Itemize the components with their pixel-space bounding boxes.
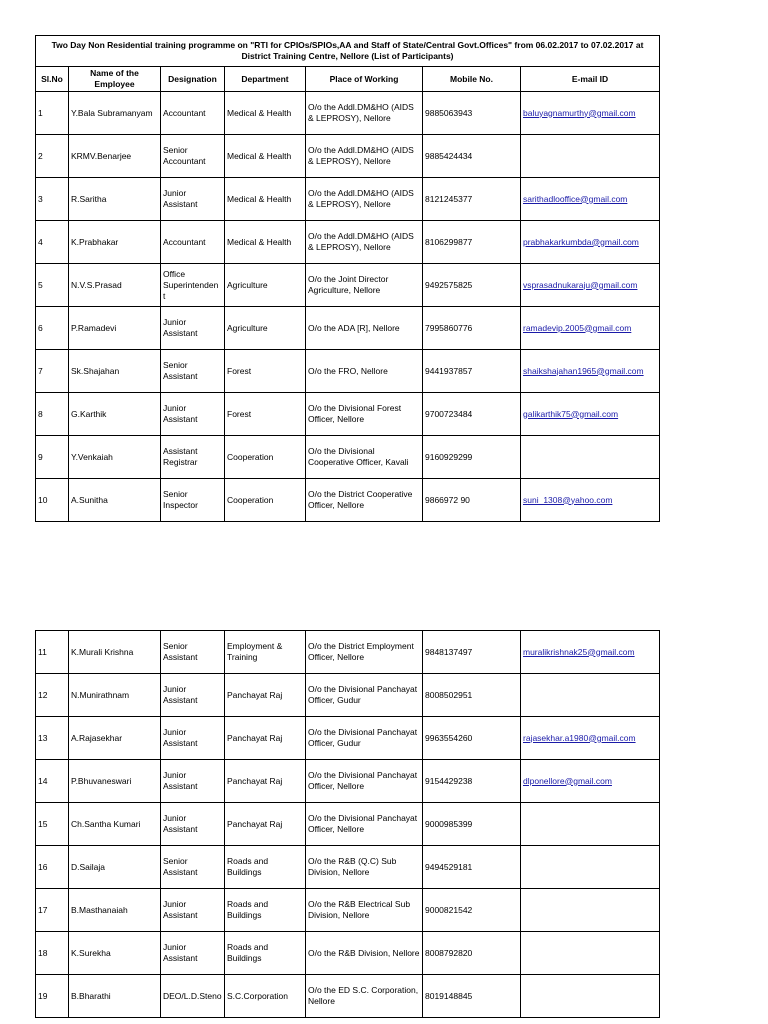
cell-mobile: 8106299877 [423, 221, 521, 264]
cell-slno: 19 [36, 975, 69, 1018]
cell-department: Roads and Buildings [225, 889, 306, 932]
cell-slno: 12 [36, 674, 69, 717]
cell-name: A.Rajasekhar [69, 717, 161, 760]
email-link[interactable]: baluyagnamurthy@gmail.com [523, 107, 636, 118]
cell-slno: 18 [36, 932, 69, 975]
participants-table-part-2 [35, 630, 660, 1018]
cell-email [521, 307, 660, 350]
cell-designation: Office Superintenden t [161, 264, 225, 307]
table-row [36, 975, 660, 1018]
cell-department: Agriculture [225, 264, 306, 307]
cell-department: Forest [225, 350, 306, 393]
cell-email [521, 264, 660, 307]
cell-slno: 14 [36, 760, 69, 803]
cell-slno: 13 [36, 717, 69, 760]
cell-designation: Senior Inspector [161, 479, 225, 522]
cell-place: O/o the Addl.DM&HO (AIDS & LEPROSY), Nellore [306, 92, 423, 135]
header-department: Department [225, 67, 306, 92]
cell-slno: 17 [36, 889, 69, 932]
cell-slno: 11 [36, 631, 69, 674]
table-row [36, 479, 660, 522]
cell-name: KRMV.Benarjee [69, 135, 161, 178]
cell-place: O/o the ED S.C. Corporation, Nellore [306, 975, 423, 1018]
cell-mobile: 9000985399 [423, 803, 521, 846]
cell-name: N.V.S.Prasad [69, 264, 161, 307]
cell-mobile: 9492575825 [423, 264, 521, 307]
cell-name: Y.Venkaiah [69, 436, 161, 479]
header-email: E-mail ID [521, 67, 660, 92]
cell-place: O/o the Divisional Panchayat Officer, Gudur [306, 674, 423, 717]
cell-place: O/o the District Cooperative Officer, Nellore [306, 479, 423, 522]
cell-place: O/o the Divisional Forest Officer, Nellore [306, 393, 423, 436]
cell-email [521, 178, 660, 221]
table-row [36, 307, 660, 350]
cell-department: Employment & Training [225, 631, 306, 674]
cell-name: Sk.Shajahan [69, 350, 161, 393]
table-row [36, 350, 660, 393]
cell-place: O/o the Addl.DM&HO (AIDS & LEPROSY), Nellore [306, 178, 423, 221]
cell-slno: 3 [36, 178, 69, 221]
header-place: Place of Working [306, 67, 423, 92]
cell-email [521, 717, 660, 760]
cell-slno: 15 [36, 803, 69, 846]
email-link[interactable]: muralikrishnak25@gmail.com [523, 646, 635, 657]
cell-place: O/o the Addl.DM&HO (AIDS & LEPROSY), Nellore [306, 135, 423, 178]
cell-designation: Junior Assistant [161, 717, 225, 760]
cell-department: Cooperation [225, 479, 306, 522]
cell-name: R.Saritha [69, 178, 161, 221]
cell-mobile: 9885063943 [423, 92, 521, 135]
email-link[interactable]: prabhakarkumbda@gmail.com [523, 236, 639, 247]
cell-department: Roads and Buildings [225, 932, 306, 975]
cell-department: S.C.Corporation [225, 975, 306, 1018]
cell-slno: 7 [36, 350, 69, 393]
cell-email [521, 92, 660, 135]
header-row [36, 67, 660, 92]
cell-mobile: 9160929299 [423, 436, 521, 479]
table-row [36, 631, 660, 674]
cell-name: D.Sailaja [69, 846, 161, 889]
table-row [36, 674, 660, 717]
cell-email [521, 631, 660, 674]
email-link[interactable]: dlponellore@gmail.com [523, 775, 612, 786]
cell-name: A.Sunitha [69, 479, 161, 522]
cell-email [521, 760, 660, 803]
cell-place: O/o the ADA [R], Nellore [306, 307, 423, 350]
cell-name: K.Surekha [69, 932, 161, 975]
cell-designation: Accountant [161, 221, 225, 264]
cell-place: O/o the R&B Division, Nellore [306, 932, 423, 975]
cell-slno: 9 [36, 436, 69, 479]
cell-name: P.Ramadevi [69, 307, 161, 350]
cell-mobile: 9963554260 [423, 717, 521, 760]
table-row [36, 889, 660, 932]
table-row [36, 92, 660, 135]
cell-name: G.Karthik [69, 393, 161, 436]
header-slno: Sl.No [36, 67, 69, 92]
table-row [36, 846, 660, 889]
document-title: Two Day Non Residential training programme on "RTI for CPIOs/SPIOs,AA and Staff of State/Central Govt.Offices" from 06.02.2017 to 07.02.2017 at District Training Centre, Nellore (List of Participants) [36, 36, 660, 67]
cell-email [521, 803, 660, 846]
cell-department: Cooperation [225, 436, 306, 479]
cell-department: Panchayat Raj [225, 760, 306, 803]
cell-place: O/o the Divisional Cooperative Officer, Kavali [306, 436, 423, 479]
cell-email [521, 479, 660, 522]
cell-designation: Junior Assistant [161, 932, 225, 975]
participants-table-part-1 [35, 35, 660, 522]
cell-slno: 2 [36, 135, 69, 178]
cell-designation: Assistant Registrar [161, 436, 225, 479]
cell-email [521, 221, 660, 264]
cell-designation: Senior Assistant [161, 846, 225, 889]
cell-designation: DEO/L.D.Steno [161, 975, 225, 1018]
cell-department: Roads and Buildings [225, 846, 306, 889]
cell-mobile: 8008792820 [423, 932, 521, 975]
header-designation: Designation [161, 67, 225, 92]
cell-department: Medical & Health [225, 178, 306, 221]
cell-department: Panchayat Raj [225, 674, 306, 717]
email-link[interactable]: sarithadlooffice@gmail.com [523, 193, 628, 204]
email-link[interactable]: suni_1308@yahoo.com [523, 494, 613, 505]
cell-mobile: 9441937857 [423, 350, 521, 393]
cell-department: Agriculture [225, 307, 306, 350]
cell-name: P.Bhuvaneswari [69, 760, 161, 803]
cell-place: O/o the FRO, Nellore [306, 350, 423, 393]
table-row [36, 760, 660, 803]
cell-mobile: 9494529181 [423, 846, 521, 889]
cell-name: N.Munirathnam [69, 674, 161, 717]
cell-slno: 4 [36, 221, 69, 264]
cell-mobile: 8008502951 [423, 674, 521, 717]
cell-department: Panchayat Raj [225, 803, 306, 846]
table-row [36, 932, 660, 975]
email-link[interactable]: shaikshajahan1965@gmail.com [523, 365, 644, 376]
cell-slno: 5 [36, 264, 69, 307]
table-row [36, 803, 660, 846]
email-link[interactable]: galikarthik75@gmail.com [523, 408, 619, 419]
cell-email [521, 889, 660, 932]
cell-designation: Senior Assistant [161, 631, 225, 674]
table-row [36, 178, 660, 221]
cell-designation: Junior Assistant [161, 307, 225, 350]
cell-mobile: 9866972 90 [423, 479, 521, 522]
cell-name: Y.Bala Subramanyam [69, 92, 161, 135]
cell-mobile: 9848137497 [423, 631, 521, 674]
cell-email [521, 932, 660, 975]
table-row [36, 135, 660, 178]
cell-slno: 8 [36, 393, 69, 436]
cell-designation: Junior Assistant [161, 393, 225, 436]
table-row [36, 221, 660, 264]
cell-department: Panchayat Raj [225, 717, 306, 760]
cell-mobile: 9700723484 [423, 393, 521, 436]
table-row [36, 264, 660, 307]
cell-email [521, 975, 660, 1018]
cell-department: Medical & Health [225, 92, 306, 135]
cell-mobile: 9885424434 [423, 135, 521, 178]
cell-department: Forest [225, 393, 306, 436]
cell-designation: Senior Accountant [161, 135, 225, 178]
cell-name: K.Murali Krishna [69, 631, 161, 674]
cell-email [521, 436, 660, 479]
cell-place: O/o the R&B (Q.C) Sub Division, Nellore [306, 846, 423, 889]
cell-mobile: 8019148845 [423, 975, 521, 1018]
cell-slno: 6 [36, 307, 69, 350]
table-row [36, 436, 660, 479]
cell-designation: Junior Assistant [161, 760, 225, 803]
cell-email [521, 674, 660, 717]
cell-mobile: 7995860776 [423, 307, 521, 350]
cell-name: B.Masthanaiah [69, 889, 161, 932]
table-row [36, 393, 660, 436]
cell-name: B.Bharathi [69, 975, 161, 1018]
cell-department: Medical & Health [225, 221, 306, 264]
email-link[interactable]: rajasekhar.a1980@gmail.com [523, 732, 636, 743]
cell-email [521, 393, 660, 436]
header-mobile: Mobile No. [423, 67, 521, 92]
cell-place: O/o the R&B Electrical Sub Division, Nellore [306, 889, 423, 932]
cell-place: O/o the Divisional Panchayat Officer, Gudur [306, 717, 423, 760]
cell-mobile: 9000821542 [423, 889, 521, 932]
cell-designation: Junior Assistant [161, 178, 225, 221]
cell-place: O/o the District Employment Officer, Nellore [306, 631, 423, 674]
cell-place: O/o the Addl.DM&HO (AIDS & LEPROSY), Nellore [306, 221, 423, 264]
cell-designation: Junior Assistant [161, 803, 225, 846]
cell-mobile: 8121245377 [423, 178, 521, 221]
header-name: Name of the Employee [69, 67, 161, 92]
cell-email [521, 350, 660, 393]
cell-email [521, 135, 660, 178]
cell-slno: 10 [36, 479, 69, 522]
email-link[interactable]: ramadevip.2005@gmail.com [523, 322, 632, 333]
cell-mobile: 9154429238 [423, 760, 521, 803]
cell-name: K.Prabhakar [69, 221, 161, 264]
cell-designation: Accountant [161, 92, 225, 135]
cell-place: O/o the Joint Director Agriculture, Nellore [306, 264, 423, 307]
email-link[interactable]: vsprasadnukaraju@gmail.com [523, 279, 638, 290]
cell-slno: 1 [36, 92, 69, 135]
cell-slno: 16 [36, 846, 69, 889]
cell-place: O/o the Divisional Panchayat Officer, Nellore [306, 803, 423, 846]
cell-designation: Junior Assistant [161, 889, 225, 932]
cell-place: O/o the Divisional Panchayat Officer, Nellore [306, 760, 423, 803]
cell-department: Medical & Health [225, 135, 306, 178]
cell-designation: Senior Assistant [161, 350, 225, 393]
table-row [36, 717, 660, 760]
cell-email [521, 846, 660, 889]
cell-designation: Junior Assistant [161, 674, 225, 717]
cell-name: Ch.Santha Kumari [69, 803, 161, 846]
